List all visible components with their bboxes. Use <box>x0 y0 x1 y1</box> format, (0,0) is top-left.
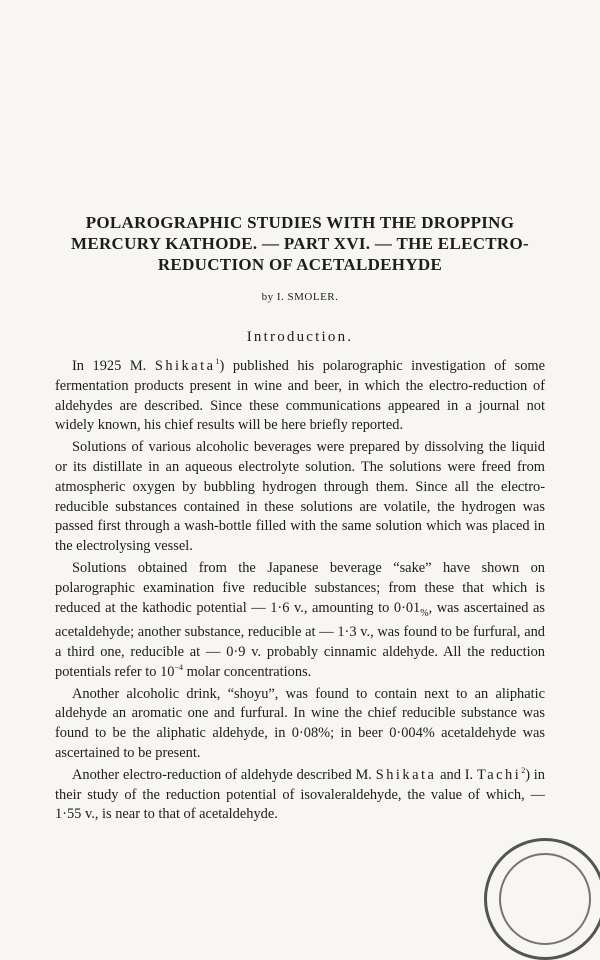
title-line-3: REDUCTION OF ACETALDEHYDE <box>157 255 443 274</box>
title-line-2: MERCURY KATHODE. — PART XVI. — THE ELECTRO- <box>71 234 529 253</box>
article-body <box>55 357 545 827</box>
p3-text-b: , was ascertained as acetaldehyde; another substance, reducible at — 1·3 v., was found to be furfural, and a third one, reducible at — 0·9 v. probably cinnamic aldehyde. All the reduction potentials refer to 10 <box>55 599 545 680</box>
p1-text-a: In 1925 M. <box>72 358 155 374</box>
article-title <box>40 212 560 275</box>
p5-text-d: ) in their study of the reduction potential of isovaleraldehyde, the value of which, — 1·55 v., is near to that of acetaldehyde. <box>55 766 546 823</box>
library-stamp <box>484 838 600 960</box>
p3-text-a: Solutions obtained from the Japanese beverage “sake” have shown on polarographic examination five reducible substances; from these that which is reduced at the kathodic potential — 1·6 v., amounting to 0·01 <box>55 559 545 616</box>
author-byline: by I. SMOLER. <box>261 291 339 303</box>
footnote-ref-2: 2 <box>521 766 526 776</box>
p5-text-a: Another electro-reduction of aldehyde described M. <box>72 766 376 783</box>
paragraph-2: Solutions of various alcoholic beverages were prepared by dissolving the liquid or its distillate in an aqueous electrolyte solution. The solutions were freed from atmospheric oxygen by bubbling hydrogen through them. Since all the electro-reducible substances contained in these solutions are volatile, the hydrogen was passed first through a wash-bottle filled with the same solution which was placed in the electrolysing vessel. <box>55 439 545 555</box>
p1-text-b: ) published his polarographic investigation of some fermentation products present in wine and beer, in which the electro-reduction of aldehydes are described. Since these communications appeared in a journal not widely known, his chief results will be here briefly reported. <box>55 358 545 434</box>
paragraph-4: Another alcoholic drink, “shoyu”, was found to contain next to an aliphatic aldehyde an aromatic one and furfural. In wine the chief reducible substance was found to be the aliphatic aldehyde, in 0·08%; in beer 0·004% acetaldehyde was ascertained to be present. <box>55 685 545 762</box>
p3-text-c: molar concentrations. <box>183 663 312 680</box>
p5-text-c: and I. <box>436 766 477 783</box>
paragraph-5 <box>55 766 545 825</box>
paragraph-3 <box>55 559 545 683</box>
author-name-tachi: Tachi <box>476 766 522 783</box>
exponent: −4 <box>174 663 183 673</box>
author-name-shikata: Shikata <box>154 358 216 374</box>
section-heading: Introduction. <box>246 329 354 345</box>
author-name-shikata-2: Shikata <box>375 766 437 783</box>
paragraph-1 <box>55 357 545 436</box>
title-line-1: POLAROGRAPHIC STUDIES WITH THE DROPPING <box>85 213 515 232</box>
footnote-ref-1: 1 <box>215 357 220 367</box>
percent-sign: % <box>420 607 429 619</box>
stamp-inner-ring <box>499 853 591 945</box>
